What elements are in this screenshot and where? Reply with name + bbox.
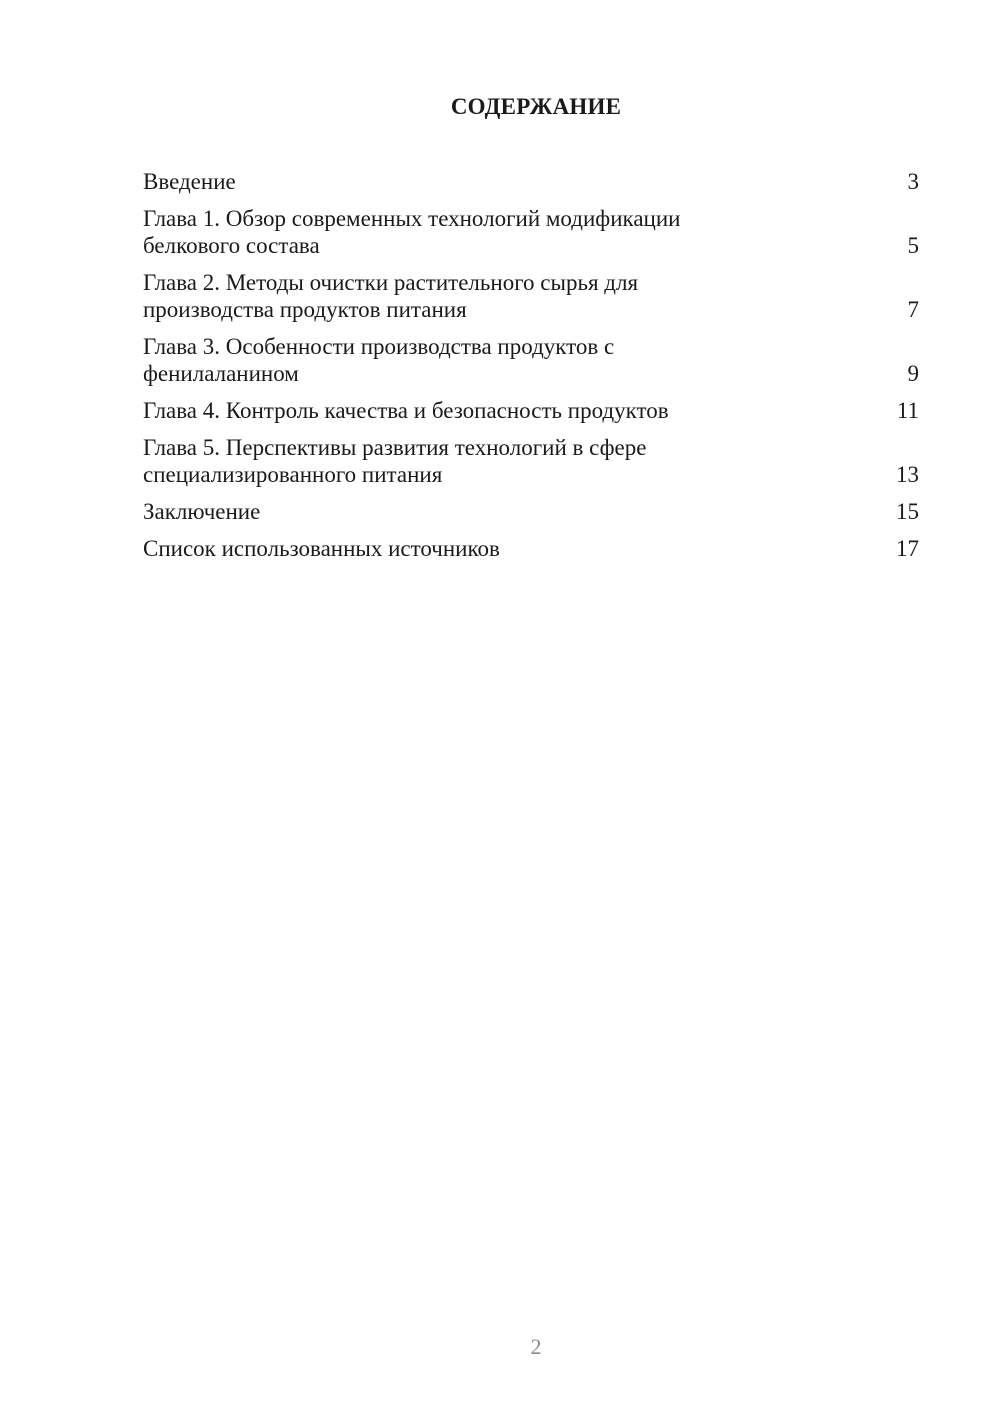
- toc-entry-line: Глава 1. Обзор современных технологий модификации: [143, 206, 681, 231]
- toc-entry-page: 5: [907, 233, 919, 258]
- toc-title: СОДЕРЖАНИЕ: [450, 94, 622, 119]
- page-number: 2: [530, 1334, 542, 1359]
- toc-entry-page: 7: [907, 297, 919, 322]
- toc-entry-text: [143, 535, 889, 562]
- toc-entry-page: 11: [896, 398, 919, 423]
- toc-entry-line: фенилаланином: [143, 361, 299, 386]
- toc-entry-line: Глава 4. Контроль качества и безопасность продуктов: [143, 398, 669, 423]
- toc-entry-page: 9: [907, 361, 919, 386]
- toc-entry-line: специализированного питания: [143, 462, 443, 487]
- toc-entry-chapter-1[interactable]: [143, 205, 919, 259]
- toc-entry-line: Заключение: [143, 499, 261, 524]
- toc-entry-text: [143, 205, 889, 259]
- toc-entry-chapter-3[interactable]: [143, 333, 919, 387]
- toc-entry-conclusion[interactable]: [143, 498, 919, 525]
- toc-entry-page: 15: [896, 499, 919, 524]
- toc-entry-introduction[interactable]: [143, 168, 919, 195]
- toc-entry-line: Список использованных источников: [143, 536, 500, 561]
- toc-entry-chapter-5[interactable]: [143, 434, 919, 488]
- toc-entry-chapter-2[interactable]: [143, 269, 919, 323]
- toc-entry-page: 3: [907, 169, 919, 194]
- toc-entry-line: Глава 3. Особенности производства продуктов с: [143, 334, 615, 359]
- toc-entry-text: [143, 498, 889, 525]
- toc-entry-text: [143, 168, 889, 195]
- toc-entry-chapter-4[interactable]: [143, 397, 919, 424]
- toc-entry-page: 17: [896, 536, 919, 561]
- toc-entry-line: Введение: [143, 169, 236, 194]
- table-of-contents: [143, 168, 919, 572]
- toc-entry-text: [143, 333, 889, 387]
- toc-entry-line: производства продуктов питания: [143, 297, 467, 322]
- toc-entry-references[interactable]: [143, 535, 919, 562]
- toc-entry-line: Глава 5. Перспективы развития технологий в сфере: [143, 435, 647, 460]
- toc-entry-page: 13: [896, 462, 919, 487]
- toc-entry-line: белкового состава: [143, 233, 320, 258]
- toc-entry-text: [143, 434, 889, 488]
- toc-entry-text: [143, 269, 889, 323]
- toc-entry-text: [143, 397, 889, 424]
- toc-entry-line: Глава 2. Методы очистки растительного сырья для: [143, 270, 639, 295]
